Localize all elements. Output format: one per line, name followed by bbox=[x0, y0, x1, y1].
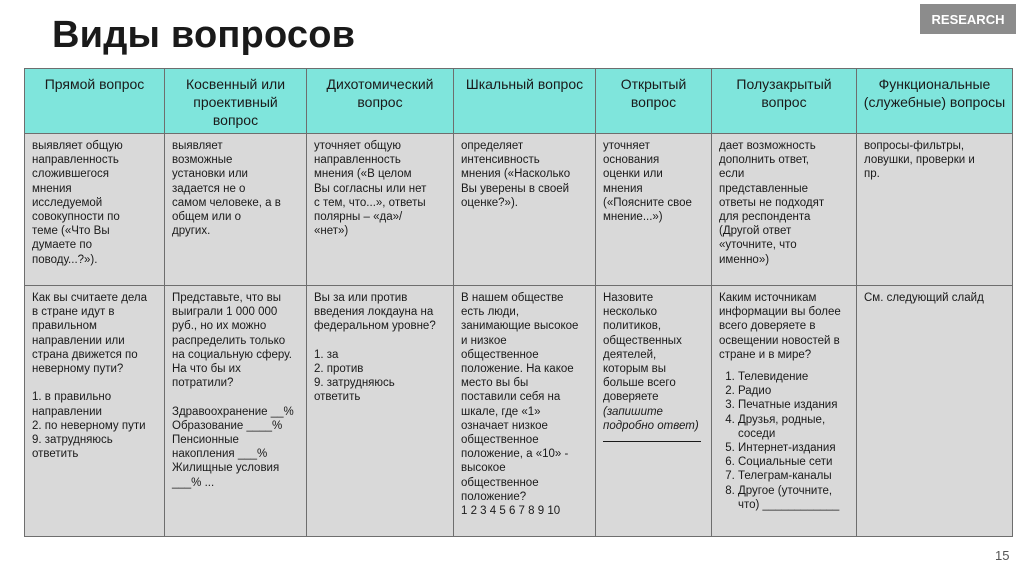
source-option: 7. Телеграм-каналы bbox=[738, 469, 850, 483]
example-open bbox=[596, 286, 712, 537]
header-open: Открытый вопрос bbox=[596, 69, 712, 134]
source-options-list bbox=[719, 370, 850, 512]
header-indirect: Косвенный или проективный вопрос bbox=[165, 69, 307, 134]
description-open: уточняет основания оценки или мнения («Поясните свое мнение...») bbox=[596, 134, 712, 286]
example-direct: Как вы считаете дела в стране идут в правильном направлении или страна движется по неверному пути? 1. в правильно направлении 2. по неверному пути 9. затрудняюсь ответить bbox=[25, 286, 165, 537]
header-functional: Функциональные (служебные) вопросы bbox=[857, 69, 1013, 134]
description-dichotomous: уточняет общую направленность мнения («В целом Вы согласны или нет с тем, что...», ответы полярны – «да»/ «нет») bbox=[307, 134, 454, 286]
question-types-table bbox=[24, 68, 1013, 537]
source-option: 6. Социальные сети bbox=[738, 455, 850, 469]
source-option: 1. Телевидение bbox=[738, 370, 850, 384]
example-scale: В нашем обществе есть люди, занимающие высокое и низкое общественное положение. На какое место вы бы поставили себя на шкале, где «1» означает низкое общественное положение, а «10» - высокое общественное положение? 1 2 3 4 5 6 7 8 9 10 bbox=[454, 286, 596, 537]
description-direct: выявляет общую направленность сложившегося мнения исследуемой совокупности по теме («Что Вы думаете по поводу...?»). bbox=[25, 134, 165, 286]
source-option: 3. Печатные издания bbox=[738, 398, 850, 412]
example-indirect: Представьте, что вы выиграли 1 000 000 руб., но их можно распределить только на социальную сферу. На что бы их потратили? Здравоохранение __% Образование ____% Пенсионные накопления ___% Жилищные условия ___% ... bbox=[165, 286, 307, 537]
example-open-text: Назовите несколько политиков, общественных деятелей, которым вы больше всего доверяете bbox=[603, 292, 682, 404]
source-option: 4. Друзья, родные, соседи bbox=[738, 413, 850, 441]
header-semi-closed: Полузакрытый вопрос bbox=[712, 69, 857, 134]
example-row bbox=[25, 286, 1013, 537]
example-functional: См. следующий слайд bbox=[857, 286, 1013, 537]
description-functional: вопросы-фильтры, ловушки, проверки и пр. bbox=[857, 134, 1013, 286]
research-badge: RESEARCH bbox=[920, 4, 1016, 34]
slide-title: Виды вопросов bbox=[52, 14, 356, 56]
source-option: 8. Другое (уточните, что) ____________ bbox=[738, 484, 850, 512]
description-row bbox=[25, 134, 1013, 286]
header-direct: Прямой вопрос bbox=[25, 69, 165, 134]
header-scale: Шкальный вопрос bbox=[454, 69, 596, 134]
source-option: 5. Интернет-издания bbox=[738, 441, 850, 455]
answer-blank-line bbox=[603, 433, 701, 442]
page-number: 15 bbox=[995, 548, 1010, 563]
example-open-note: (запишите подробно ответ) bbox=[603, 405, 699, 432]
header-dichotomous: Дихотомический вопрос bbox=[307, 69, 454, 134]
description-scale: определяет интенсивность мнения («Насколько Вы уверены в своей оценке?»). bbox=[454, 134, 596, 286]
header-row bbox=[25, 69, 1013, 134]
example-semi-intro: Каким источникам информации вы более всего доверяете в освещении новостей в стране и в мире? bbox=[719, 292, 841, 361]
source-option: 2. Радио bbox=[738, 384, 850, 398]
example-semi-closed bbox=[712, 286, 857, 537]
description-indirect: выявляет возможные установки или задается не о самом человеке, а в общем или о других. bbox=[165, 134, 307, 286]
description-semi-closed: дает возможность дополнить ответ, если представленные ответы не подходят для респондента (Другой ответ «уточните, что именно») bbox=[712, 134, 857, 286]
example-dichotomous: Вы за или против введения локдауна на федеральном уровне? 1. за 2. против 9. затрудняюсь ответить bbox=[307, 286, 454, 537]
